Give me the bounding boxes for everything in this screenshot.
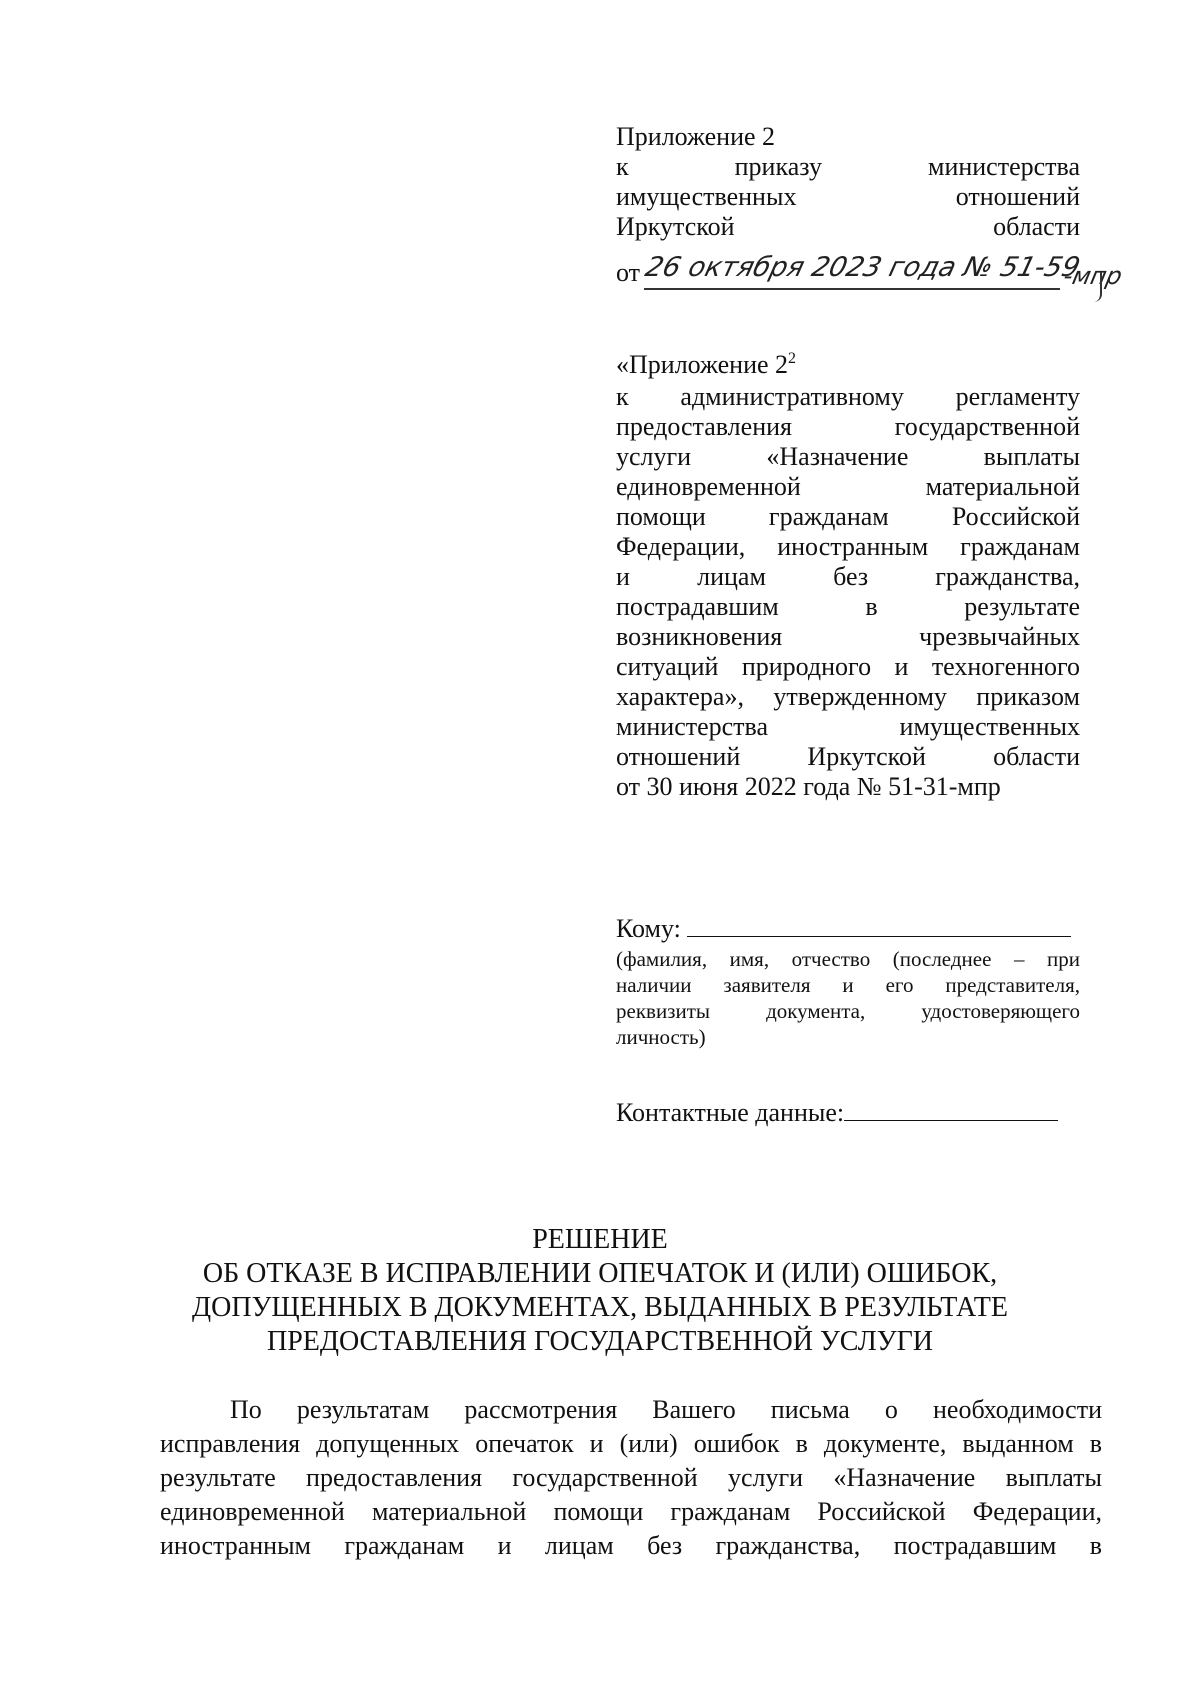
date-suffix: -мпр xyxy=(1061,262,1125,290)
decision-title-line-3: ДОПУЩЕННЫХ В ДОКУМЕНТАХ, ВЫДАННЫХ В РЕЗУЛЬТАТЕ xyxy=(192,1292,1008,1323)
order-date-line xyxy=(616,252,1125,302)
regulation-appendix-line: предоставления государственной xyxy=(616,412,1080,441)
body-line-5: иностранным гражданам и лицам без гражданства, пострадавшим в xyxy=(160,1531,1102,1560)
addressee-caption-1: (фамилия, имя, отчество (последнее – при xyxy=(616,947,1080,971)
regulation-appendix-line: и лицам без гражданства, xyxy=(616,562,1080,591)
appendix-line-3: имущественных отношений xyxy=(616,182,1080,211)
regulation-appendix-title: «Приложение $2^2$ xyxy=(616,350,797,379)
regulation-appendix-line: от 30 июня 2022 года № 51-31-мпр xyxy=(616,772,1001,801)
regulation-appendix-line: характера», утвержденному приказом xyxy=(616,682,1080,711)
decision-title-line-4: ПРЕДОСТАВЛЕНИЯ ГОСУДАРСТВЕННОЙ УСЛУГИ xyxy=(266,1326,934,1357)
regulation-appendix-line: министерства имущественных xyxy=(616,712,1080,741)
regulation-appendix-line: услуги «Назначение выплаты xyxy=(616,442,1080,471)
contacts-label: Контактные данные: xyxy=(616,1098,845,1127)
body-line-2: исправления допущенных опечаток и (или) ошибок в документе, выданном в xyxy=(160,1429,1102,1458)
appendix-title: Приложение 2 xyxy=(616,122,776,151)
regulation-appendix-line: ситуаций природного и техногенного xyxy=(616,652,1080,681)
handwritten-date: 26 октября 2023 года № 51-59 xyxy=(642,252,1084,283)
body-line-1: По результатам рассмотрения Вашего письма о необходимости xyxy=(230,1395,1102,1424)
addressee-caption-4: личность) xyxy=(616,1025,706,1049)
addressee-blank xyxy=(687,912,1071,937)
contacts-line xyxy=(616,1096,1058,1128)
regulation-appendix-line: единовременной материальной xyxy=(616,472,1080,501)
handwriting-stroke xyxy=(1086,272,1102,302)
addressee-line xyxy=(616,912,1071,944)
decision-title-line-1: РЕШЕНИЕ xyxy=(532,1224,668,1255)
date-prefix: от xyxy=(616,258,641,287)
addressee-caption-2: наличии заявителя и его представителя, xyxy=(616,973,1080,997)
appendix-line-2: к приказу министерства xyxy=(616,152,1080,181)
body-line-3: результате предоставления государственной услуги «Назначение выплаты xyxy=(160,1463,1102,1492)
regulation-appendix-line: к административному регламенту xyxy=(616,382,1080,411)
regulation-appendix-line: Федерации, иностранным гражданам xyxy=(616,532,1080,561)
decision-title-line-2: ОБ ОТКАЗЕ В ИСПРАВЛЕНИИ ОПЕЧАТОК И (ИЛИ) ОШИБОК, xyxy=(202,1258,998,1289)
date-underline xyxy=(644,288,1060,290)
regulation-appendix-line: помощи гражданам Российской xyxy=(616,502,1080,531)
addressee-caption-3: реквизиты документа, удостоверяющего xyxy=(616,999,1080,1023)
contacts-blank xyxy=(844,1096,1058,1121)
body-line-4: единовременной материальной помощи гражданам Российской Федерации, xyxy=(160,1497,1102,1526)
regulation-appendix-line: возникновения чрезвычайных xyxy=(616,622,1080,651)
regulation-appendix-line: отношений Иркутской области xyxy=(616,742,1080,771)
appendix-line-4: Иркутской области xyxy=(616,212,1080,241)
addressee-label: Кому: xyxy=(616,914,681,943)
regulation-appendix-line: пострадавшим в результате xyxy=(616,592,1080,621)
